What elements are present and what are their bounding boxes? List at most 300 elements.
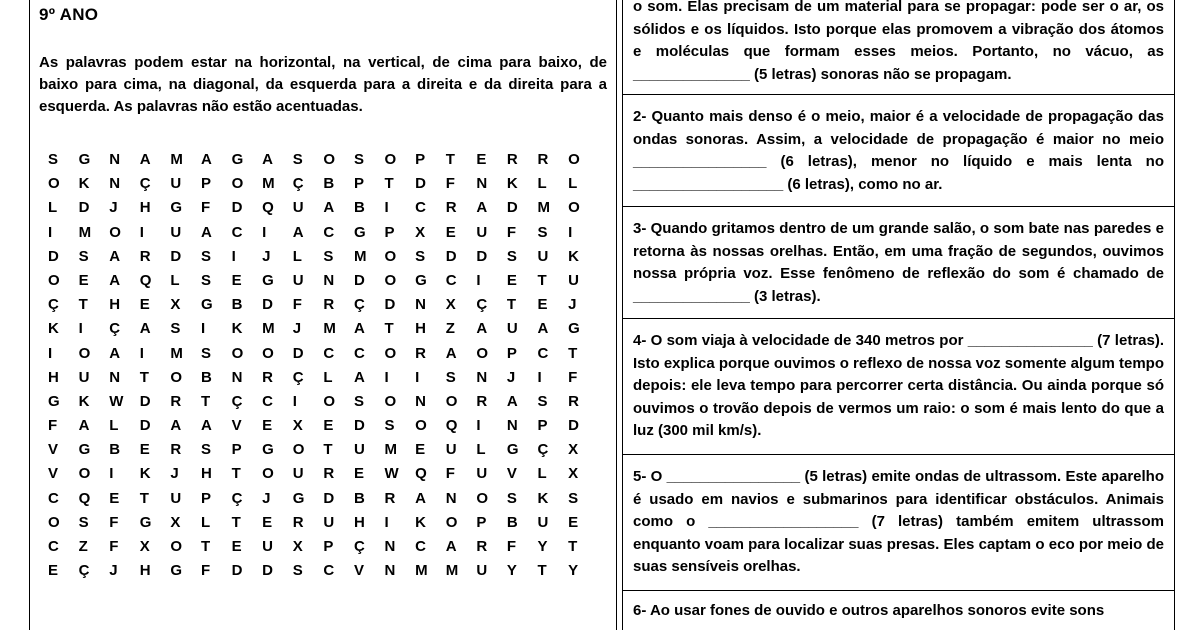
grid-letter: B	[506, 513, 518, 531]
grid-letter: N	[415, 392, 426, 410]
grid-letter: Y	[537, 538, 548, 555]
grid-letter: N	[415, 296, 426, 314]
grid-letter: D	[231, 199, 243, 217]
grid-letter: A	[200, 417, 212, 435]
grid-letter: G	[262, 271, 274, 289]
grid-letter: G	[200, 296, 213, 314]
grid-letter: D	[262, 296, 273, 314]
grid-letter: G	[231, 151, 244, 168]
grid-letter: K	[78, 392, 90, 410]
grid-letter: T	[537, 271, 547, 289]
grid-letter: R	[476, 538, 488, 555]
question-divider	[623, 206, 1174, 207]
grid-letter: J	[568, 296, 577, 314]
grid-letter: P	[476, 513, 487, 531]
grid-letter: R	[384, 489, 396, 507]
grid-letter: A	[445, 344, 457, 362]
grid-letter: S	[170, 320, 181, 338]
grid-letter: X	[139, 538, 150, 555]
grid-letter: I	[384, 513, 389, 531]
grid-letter: S	[200, 271, 211, 289]
grid-letter: M	[262, 175, 275, 193]
grid-letter: M	[384, 441, 398, 459]
grid-letter: Q	[262, 199, 274, 217]
grid-letter: Y	[568, 562, 579, 580]
grid-letter: Ç	[231, 489, 243, 507]
grid-letter: P	[200, 489, 211, 507]
grid-letter: V	[48, 441, 59, 459]
grid-letter: A	[78, 417, 90, 435]
grid-letter: D	[78, 199, 90, 217]
grid-letter: Ç	[109, 320, 121, 338]
grid-letter: N	[109, 175, 121, 193]
grid-letter: E	[231, 271, 242, 289]
grid-letter: K	[415, 513, 426, 531]
grid-letter: O	[262, 465, 274, 483]
grid-letter: G	[170, 199, 183, 217]
grid-letter: T	[506, 296, 517, 314]
grid-letter: B	[200, 368, 212, 386]
grid-letter: N	[476, 175, 488, 193]
grid-letter: I	[139, 344, 144, 362]
grid-letter: I	[292, 392, 297, 410]
grid-letter: D	[415, 175, 426, 193]
grid-letter: D	[445, 247, 457, 265]
grid-letter: E	[109, 489, 120, 507]
grid-letter: U	[353, 441, 365, 459]
grid-letter: D	[231, 562, 243, 580]
grid-letter: T	[78, 296, 88, 314]
grid-letter: M	[323, 320, 336, 338]
grid-letter: N	[445, 489, 457, 507]
grid-letter: C	[445, 271, 457, 289]
grid-letter: L	[476, 441, 486, 459]
grid-letter: J	[109, 199, 118, 217]
grid-letter: O	[48, 513, 60, 531]
grid-letter: H	[353, 513, 365, 531]
question-divider	[623, 590, 1174, 591]
question-2: 2- Quanto mais denso é o meio, maior é a velocidade de propagação das ondas sonoras. Assim, a velocidade de propagação é maior no meio ________________ (6 letras), menor no líquido e mais lenta no __________________ (6 letras), como no ar.	[633, 108, 1164, 193]
grid-letter: T	[200, 392, 211, 410]
grid-letter: T	[323, 441, 333, 459]
grid-letter: A	[109, 247, 121, 265]
grid-letter: M	[262, 320, 275, 338]
question-3: 3- Quando gritamos dentro de um grande salão, o som bate nas paredes e retorna às nossas orelhas. Então, em uma fração de segundos, ouvimos nossa própria voz. Esse fenômeno de reflexão do som é chamado de ______________ (3 letras).	[633, 220, 1164, 305]
grid-letter: M	[170, 151, 183, 168]
grid-letter: Ç	[476, 296, 488, 314]
grid-letter: G	[48, 392, 60, 410]
grid-letter: A	[139, 320, 151, 338]
grid-letter: E	[445, 223, 456, 241]
grid-letter: N	[384, 538, 396, 555]
grid-letter: H	[139, 199, 151, 217]
grid-letter: Ç	[231, 392, 243, 410]
grid-letter: O	[231, 175, 244, 193]
grid-letter: O	[262, 344, 274, 362]
grid-letter: P	[537, 417, 548, 435]
grid-letter: B	[353, 489, 365, 507]
grid-letter: S	[506, 489, 517, 507]
grid-letter: G	[568, 320, 580, 338]
grid-letter: L	[323, 368, 333, 386]
grid-letter: F	[445, 175, 455, 193]
grid-letter: J	[292, 320, 302, 338]
grid-letter: I	[139, 223, 144, 241]
grid-letter: C	[323, 344, 335, 362]
grid-letter: O	[292, 441, 305, 459]
grid-letter: L	[109, 417, 119, 435]
grid-letter: C	[415, 199, 426, 217]
grid-letter: K	[139, 465, 151, 483]
grid-letter: F	[568, 368, 578, 386]
grid-letter: O	[384, 344, 397, 362]
grid-letter: G	[78, 441, 91, 459]
grid-letter: S	[200, 247, 211, 265]
grid-letter: R	[262, 368, 273, 386]
grid-letter: G	[506, 441, 519, 459]
grid-letter: I	[231, 247, 236, 265]
grid-letter: I	[384, 368, 389, 386]
grid-letter: B	[353, 199, 365, 217]
grid-letter: H	[200, 465, 212, 483]
grid-letter: B	[231, 296, 243, 314]
grid-letter: I	[476, 271, 481, 289]
grid-letter: U	[323, 513, 335, 531]
grid-letter: X	[170, 513, 181, 531]
grid-letter: I	[384, 199, 389, 217]
grid-letter: D	[506, 199, 518, 217]
grid-letter: A	[262, 151, 273, 168]
grid-letter: U	[476, 223, 488, 241]
grid-letter: W	[109, 392, 124, 410]
grid-letter: L	[568, 175, 578, 193]
grid-letter: C	[323, 562, 335, 580]
grid-letter: P	[353, 175, 364, 193]
grid-letter: A	[109, 271, 121, 289]
grid-letter: T	[139, 368, 149, 386]
grid-letter: C	[48, 489, 59, 507]
grid-letter: H	[139, 562, 151, 580]
question-4: 4- O som viaja à velocidade de 340 metros por _______________ (7 letras). Isto explica porque ouvimos o reflexo de nossa voz somente algum tempo depois: ele leva tempo para percorrer certa distância. Ou ainda porque só ouvimos o trovão depois de vermos um raio: o som é mais lento do que a luz (300 mil km/s).	[633, 332, 1164, 439]
grid-letter: Z	[445, 320, 455, 338]
grid-letter: A	[139, 151, 151, 168]
grid-letter: T	[231, 513, 241, 531]
grid-letter: G	[78, 151, 91, 168]
grid-letter: A	[506, 392, 518, 410]
grid-letter: R	[323, 465, 335, 483]
grid-letter: S	[384, 417, 395, 435]
grid-letter: T	[139, 489, 149, 507]
grid-letter: O	[323, 392, 336, 410]
grid-letter: Ç	[537, 441, 549, 459]
grid-letter: O	[384, 151, 397, 168]
grid-letter: E	[476, 151, 487, 168]
grid-letter: U	[262, 538, 273, 555]
grid-letter: O	[48, 175, 60, 193]
grid-letter: O	[476, 489, 488, 507]
grid-letter: P	[200, 175, 211, 193]
grid-letter: O	[384, 271, 397, 289]
grid-letter: T	[445, 151, 455, 168]
grid-letter: Ç	[292, 368, 304, 386]
grid-letter: A	[200, 151, 212, 168]
grid-letter: D	[384, 296, 396, 314]
grid-letter: S	[200, 344, 211, 362]
grid-letter: M	[353, 247, 367, 265]
grid-letter: U	[506, 320, 518, 338]
grid-letter: F	[292, 296, 302, 314]
grid-letter: Q	[139, 271, 152, 289]
grid-letter: O	[445, 392, 458, 410]
grid-letter: S	[292, 562, 303, 580]
grid-letter: A	[109, 344, 121, 362]
grid-letter: K	[568, 247, 579, 265]
grid-letter: N	[384, 562, 396, 580]
grid-letter: A	[292, 223, 304, 241]
grid-letter: E	[353, 465, 364, 483]
grid-letter: S	[48, 151, 59, 168]
grid-letter: O	[445, 513, 458, 531]
grid-letter: M	[78, 223, 92, 241]
grid-letter: A	[170, 417, 182, 435]
question-divider	[623, 94, 1174, 95]
grid-letter: Q	[415, 465, 427, 483]
grid-letter: T	[384, 320, 394, 338]
grid-letter: O	[231, 344, 244, 362]
grid-letter: U	[292, 465, 304, 483]
grid-letter: X	[445, 296, 456, 314]
questions-panel	[622, 0, 1175, 630]
grid-letter: K	[48, 320, 59, 338]
grid-letter: I	[568, 223, 573, 241]
grid-letter: D	[48, 247, 59, 265]
grid-letter: A	[353, 320, 365, 338]
grid-letter: L	[200, 513, 211, 531]
grid-letter: P	[415, 151, 426, 168]
grid-letter: D	[353, 417, 365, 435]
grid-letter: I	[48, 344, 53, 362]
grid-letter: N	[109, 368, 121, 386]
grid-letter: O	[384, 392, 397, 410]
grid-letter: R	[139, 247, 151, 265]
grid-letter: L	[48, 199, 58, 217]
grid-letter: V	[353, 562, 364, 580]
grid-letter: E	[139, 441, 150, 459]
grid-letter: C	[353, 344, 365, 362]
grid-letter: G	[415, 271, 427, 289]
grid-letter: S	[200, 441, 211, 459]
grid-letter: O	[78, 465, 91, 483]
grid-letter: D	[568, 417, 579, 435]
grid-letter: E	[78, 271, 89, 289]
grid-letter: I	[78, 320, 83, 338]
grid-letter: F	[445, 465, 455, 483]
grid-letter: S	[568, 489, 579, 507]
grid-letter: L	[170, 271, 180, 289]
grid-letter: E	[506, 271, 517, 289]
grid-letter: L	[537, 175, 547, 193]
grid-letter: K	[231, 320, 243, 338]
grid-letter: U	[537, 513, 549, 531]
grid-letter: P	[384, 223, 395, 241]
grid-letter: E	[262, 513, 273, 531]
letter-grid	[48, 148, 599, 583]
grid-letter: R	[506, 151, 518, 168]
grid-letter: X	[292, 417, 303, 435]
grid-letter: E	[139, 296, 150, 314]
grid-letter: D	[292, 344, 304, 362]
grid-letter: R	[445, 199, 457, 217]
grid-letter: L	[292, 247, 302, 265]
grid-letter: O	[568, 199, 580, 217]
grid-letter: P	[231, 441, 242, 459]
grid-letter: A	[476, 320, 488, 338]
grid-letter: Q	[445, 417, 458, 435]
grid-letter: A	[415, 489, 426, 507]
grid-letter: P	[506, 344, 517, 362]
instructions-text: As palavras podem estar na horizontal, na vertical, de cima para baixo, de baixo para cima, na diagonal, da esquerda para a direita e da direita para a esquerda. As palavras não estão acentuadas.	[39, 54, 607, 115]
grid-letter: U	[170, 489, 182, 507]
question-divider	[623, 318, 1174, 319]
grid-letter: U	[292, 271, 304, 289]
grid-letter: J	[262, 247, 271, 265]
grid-letter: A	[476, 199, 488, 217]
grid-letter: D	[323, 489, 335, 507]
question-divider	[623, 454, 1174, 455]
grid-letter: B	[323, 175, 335, 193]
grid-letter: D	[139, 417, 151, 435]
grid-letter: S	[353, 151, 364, 168]
grid-letter: N	[476, 368, 488, 386]
grid-letter: Y	[506, 562, 517, 580]
question-6: 6- Ao usar fones de ouvido e outros aparelhos sonoros evite sons	[633, 602, 1105, 619]
question-5: 5- O ________________ (5 letras) emite ondas de ultrassom. Este aparelho é usado em navios e submarinos para identificar obstáculos. Animais como o __________________ (7 letras) também emitem ultrassom enquanto voam para localizar suas presas. Eles captam o eco por meio de suas sensíveis orelhas.	[633, 468, 1164, 575]
question-1-continuation: o som. Elas precisam de um material para se propagar: pode ser o ar, os sólidos e os líquidos. Isto porque elas promovem a vibração dos átomos e moléculas que formam esses meios. Portanto, no vácuo, as ______________ (5 letras) sonoras não se propagam.	[633, 0, 1164, 83]
grid-letter: G	[170, 562, 183, 580]
grid-letter: U	[170, 175, 182, 193]
grid-letter: N	[323, 271, 335, 289]
grid-letter: N	[231, 368, 243, 386]
grid-letter: T	[568, 538, 578, 555]
grid-letter: A	[445, 538, 457, 555]
grid-letter: N	[109, 151, 121, 168]
grid-letter: U	[476, 465, 488, 483]
grid-letter: I	[109, 465, 114, 483]
grid-letter: D	[353, 271, 365, 289]
grid-letter: F	[109, 513, 119, 531]
grid-letter: O	[109, 223, 121, 241]
grid-letter: G	[353, 223, 366, 241]
grid-letter: F	[48, 417, 58, 435]
grid-letter: B	[109, 441, 121, 459]
grid-letter: W	[384, 465, 399, 483]
grid-letter: X	[415, 223, 426, 241]
grid-letter: S	[292, 151, 303, 168]
grid-letter: G	[292, 489, 305, 507]
grid-letter: O	[170, 368, 183, 386]
grid-letter: F	[200, 199, 211, 217]
grid-letter: D	[476, 247, 488, 265]
grid-letter: U	[476, 562, 488, 580]
grid-letter: T	[200, 538, 211, 555]
grid-letter: F	[200, 562, 211, 580]
grid-letter: C	[537, 344, 549, 362]
grid-letter: U	[568, 271, 579, 289]
grid-letter: S	[506, 247, 517, 265]
grade-title: 9º ANO	[39, 5, 99, 24]
grid-letter: O	[170, 538, 183, 555]
grid-letter: I	[48, 223, 53, 241]
grid-letter: G	[139, 513, 152, 531]
grid-letter: J	[262, 489, 271, 507]
grid-letter: M	[445, 562, 459, 580]
grid-letter: E	[568, 513, 579, 531]
grid-letter: X	[568, 441, 579, 459]
grid-letter: T	[231, 465, 241, 483]
grid-letter: A	[323, 199, 335, 217]
grid-letter: R	[568, 392, 579, 410]
grid-letter: A	[537, 320, 549, 338]
grid-letter: G	[262, 441, 274, 459]
grid-letter: U	[292, 199, 304, 217]
grid-letter: R	[170, 441, 182, 459]
grid-letter: H	[48, 368, 59, 386]
grid-letter: V	[231, 417, 242, 435]
grid-letter: L	[537, 465, 547, 483]
grid-letter: E	[415, 441, 426, 459]
grid-letter: R	[323, 296, 335, 314]
grid-letter: D	[262, 562, 273, 580]
grid-letter: E	[262, 417, 273, 435]
grid-letter: S	[415, 247, 426, 265]
grid-letter: U	[78, 368, 90, 386]
grid-letter: Ç	[48, 296, 59, 314]
grid-letter: H	[415, 320, 426, 338]
grid-letter: S	[78, 247, 89, 265]
grid-letter: C	[323, 223, 335, 241]
grid-letter: S	[323, 247, 334, 265]
grid-letter: O	[48, 271, 60, 289]
grid-letter: I	[476, 417, 481, 435]
grid-letter: S	[445, 368, 456, 386]
grid-letter: S	[537, 223, 548, 241]
grid-letter: C	[415, 538, 426, 555]
grid-letter: U	[170, 223, 182, 241]
grid-letter: I	[262, 223, 267, 241]
grid-letter: O	[415, 417, 427, 435]
grid-letter: V	[506, 465, 517, 483]
grid-letter: E	[323, 417, 334, 435]
grid-letter: E	[231, 538, 242, 555]
grid-letter: N	[506, 417, 518, 435]
grid-letter: C	[231, 223, 243, 241]
grid-letter: I	[537, 368, 542, 386]
grid-letter: O	[323, 151, 336, 168]
grid-letter: C	[262, 392, 273, 410]
grid-letter: M	[415, 562, 428, 580]
grid-letter: A	[353, 368, 365, 386]
grid-letter: O	[78, 344, 91, 362]
grid-letter: H	[109, 296, 121, 314]
grid-letter: A	[200, 223, 212, 241]
grid-letter: E	[48, 562, 59, 580]
grid-letter: I	[415, 368, 420, 386]
grid-letter: Ç	[353, 538, 365, 555]
grid-letter: D	[170, 247, 182, 265]
grid-letter: Ç	[292, 175, 304, 193]
grid-letter: U	[537, 247, 549, 265]
grid-letter: F	[506, 538, 517, 555]
